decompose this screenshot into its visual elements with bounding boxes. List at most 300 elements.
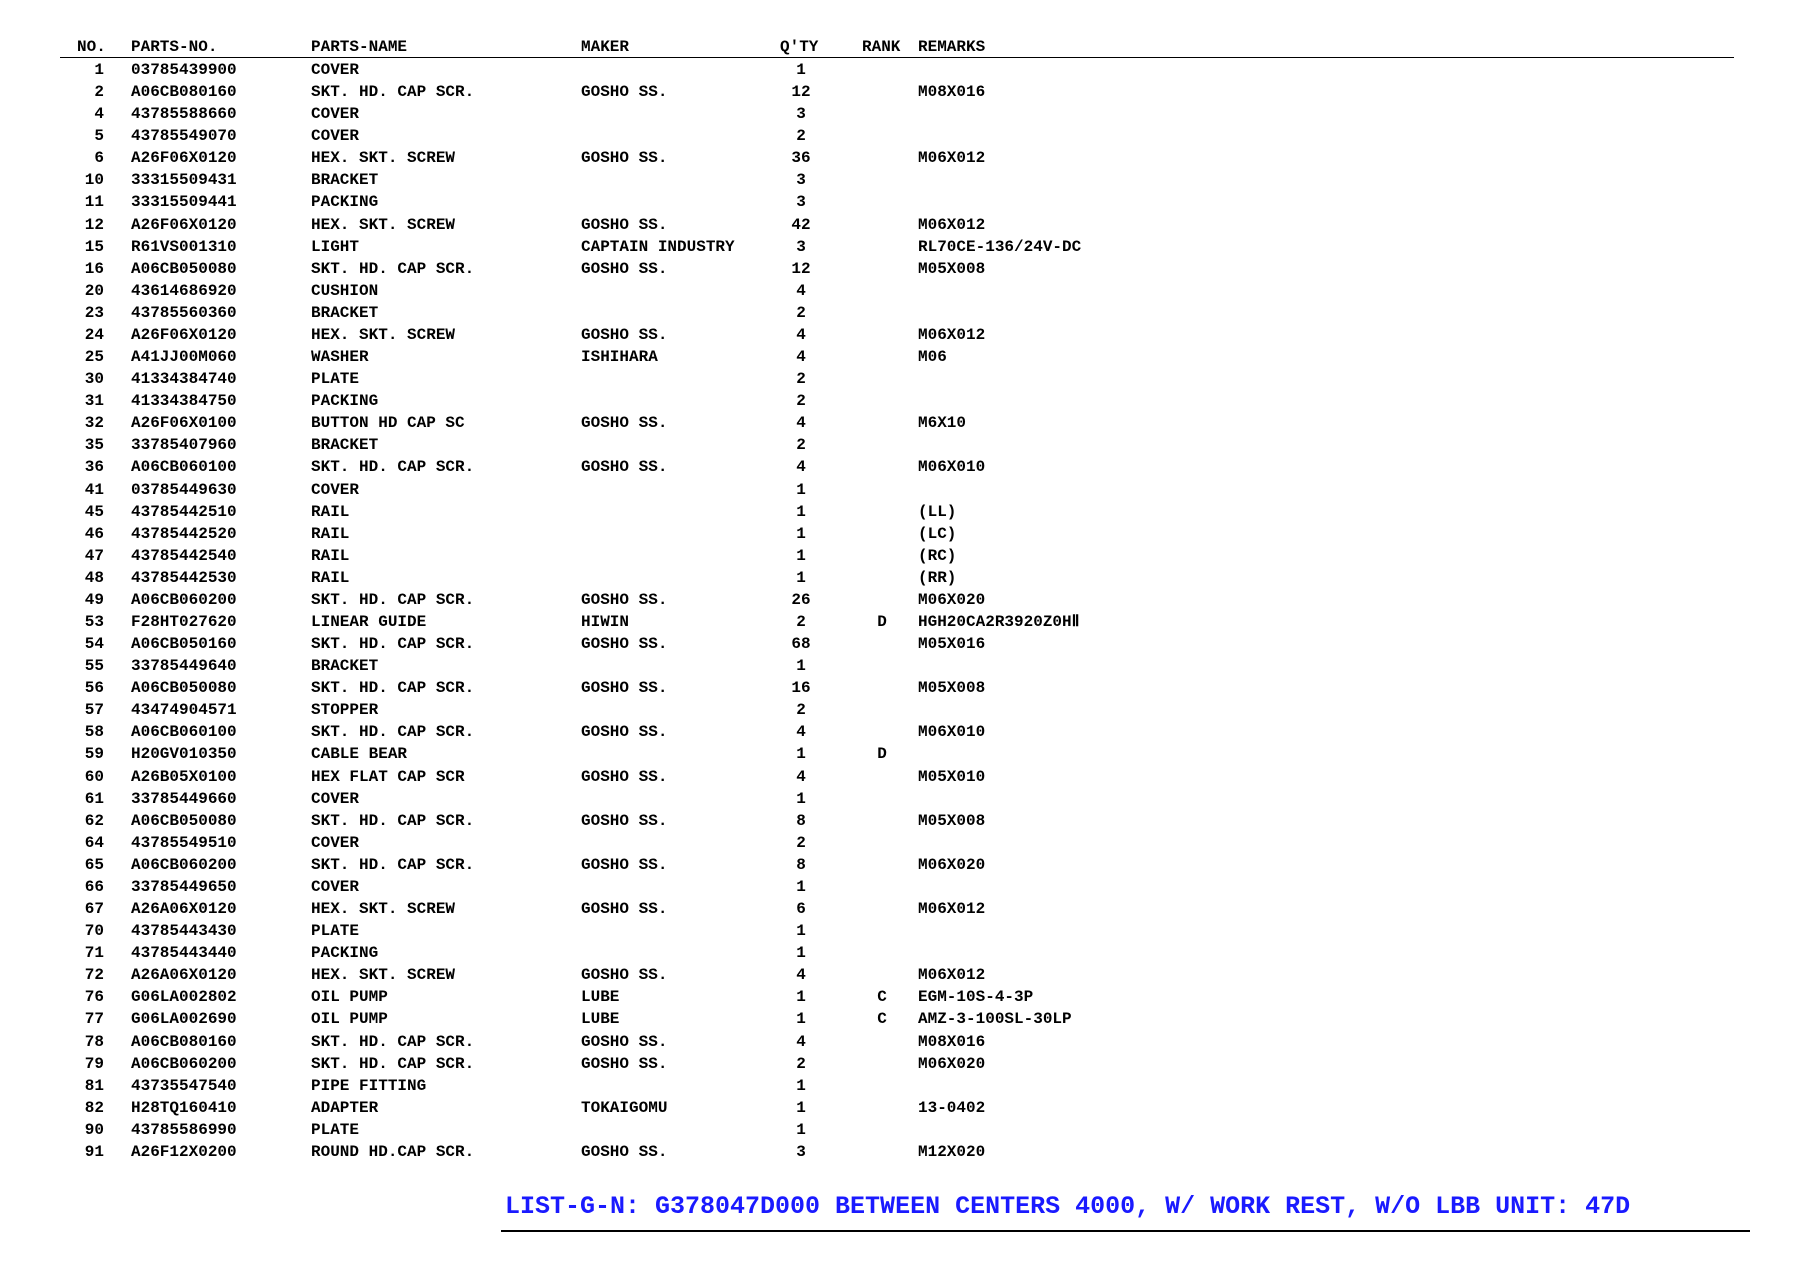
row-parts-name: SKT. HD. CAP SCR. — [311, 855, 475, 874]
table-row — [0, 964, 1800, 986]
row-qty: 3 — [796, 1142, 806, 1161]
row-no: 82 — [84, 1098, 104, 1117]
row-parts-name: COVER — [311, 480, 360, 499]
row-parts-name: LINEAR GUIDE — [311, 613, 427, 631]
row-maker: GOSHO SS. — [581, 259, 668, 278]
row-qty: 3 — [796, 105, 806, 124]
row-parts-no: A06CB050080 — [131, 259, 237, 278]
row-no: 60 — [84, 767, 104, 786]
row-qty: 3 — [796, 237, 806, 256]
row-remarks: M06X012 — [918, 215, 986, 234]
row-parts-no: 43785549070 — [131, 127, 237, 146]
row-parts-no: A06CB060200 — [131, 855, 237, 874]
row-parts-name: HEX. SKT. SCREW — [311, 215, 456, 234]
row-no: 54 — [84, 635, 104, 654]
row-parts-name: BUTTON HD CAP SC — [311, 414, 465, 433]
row-parts-no: A26F12X0200 — [131, 1142, 237, 1161]
footer-underline — [501, 1230, 1750, 1232]
row-parts-no: 43735547540 — [131, 1076, 237, 1095]
table-row — [0, 788, 1800, 810]
row-remarks: M06X012 — [918, 325, 986, 344]
row-parts-name: BRACKET — [311, 303, 379, 322]
row-parts-no: 43785443430 — [131, 922, 237, 941]
row-qty: 1 — [796, 1120, 806, 1139]
row-qty: 3 — [796, 171, 806, 190]
row-no: 67 — [84, 900, 104, 919]
row-parts-no: G06LA002802 — [131, 988, 237, 1007]
row-parts-no: R61VS001310 — [131, 237, 237, 256]
row-parts-no: A26B05X0100 — [131, 767, 237, 786]
row-remarks: M06X020 — [918, 855, 986, 874]
row-parts-name: PLATE — [311, 922, 360, 941]
row-parts-name: CUSHION — [311, 281, 379, 300]
table-row — [0, 743, 1800, 765]
row-maker: CAPTAIN INDUSTRY — [581, 237, 735, 256]
row-parts-name: HEX. SKT. SCREW — [311, 966, 456, 985]
table-row — [0, 589, 1800, 611]
header-parts-no: PARTS-NO. — [131, 38, 218, 56]
row-no: 45 — [84, 502, 104, 521]
row-qty: 4 — [796, 966, 806, 985]
row-qty: 2 — [796, 701, 806, 720]
row-parts-name: BRACKET — [311, 657, 379, 676]
row-qty: 1 — [796, 1010, 806, 1029]
row-maker: TOKAIGOMU — [581, 1098, 668, 1117]
row-parts-no: 43785442540 — [131, 546, 237, 565]
row-parts-no: A06CB060100 — [131, 723, 237, 742]
row-qty: 2 — [796, 392, 806, 411]
row-qty: 4 — [796, 723, 806, 742]
row-remarks: M06 — [918, 348, 947, 367]
row-parts-name: RAIL — [311, 546, 350, 565]
row-no: 59 — [84, 745, 104, 764]
row-parts-name: ADAPTER — [311, 1098, 379, 1117]
row-no: 31 — [84, 392, 104, 411]
row-parts-name: RAIL — [311, 502, 350, 521]
row-no: 1 — [94, 61, 104, 79]
row-rank: D — [877, 745, 887, 764]
row-rank: C — [877, 1010, 887, 1029]
row-remarks: M06X010 — [918, 723, 986, 742]
row-parts-name: PLATE — [311, 370, 360, 389]
row-parts-name: SKT. HD. CAP SCR. — [311, 458, 475, 477]
row-parts-no: A26A06X0120 — [131, 900, 237, 919]
row-parts-no: A06CB080160 — [131, 1032, 237, 1051]
row-qty: 4 — [796, 1032, 806, 1051]
row-parts-name: PLATE — [311, 1120, 360, 1139]
table-row — [0, 986, 1800, 1008]
row-no: 65 — [84, 855, 104, 874]
table-row — [0, 324, 1800, 346]
row-no: 62 — [84, 811, 104, 830]
table-row — [0, 390, 1800, 412]
row-no: 5 — [94, 127, 104, 146]
row-no: 46 — [84, 524, 104, 543]
row-parts-name: ROUND HD.CAP SCR. — [311, 1142, 475, 1161]
table-row — [0, 346, 1800, 368]
row-qty: 1 — [796, 502, 806, 521]
row-remarks: M12X020 — [918, 1142, 986, 1161]
row-parts-no: A06CB050080 — [131, 679, 237, 698]
row-no: 24 — [84, 325, 104, 344]
row-no: 78 — [84, 1032, 104, 1051]
list-title: LIST-G-N: G378047D000 BETWEEN CENTERS 4000, W/ WORK REST, W/O LBB UNIT: 47D — [505, 1192, 1631, 1221]
table-row — [0, 368, 1800, 390]
table-row — [0, 633, 1800, 655]
row-maker: GOSHO SS. — [581, 723, 668, 742]
row-maker: GOSHO SS. — [581, 1032, 668, 1051]
row-maker: GOSHO SS. — [581, 679, 668, 698]
row-remarks: M06X012 — [918, 900, 986, 919]
row-no: 47 — [84, 546, 104, 565]
row-remarks: RL70CE-136/24V-DC — [918, 237, 1082, 256]
row-remarks: M05X008 — [918, 259, 986, 278]
row-parts-no: 43785442520 — [131, 524, 237, 543]
row-parts-name: SKT. HD. CAP SCR. — [311, 723, 475, 742]
table-row — [0, 412, 1800, 434]
row-parts-name: SKT. HD. CAP SCR. — [311, 1054, 475, 1073]
row-parts-name: WASHER — [311, 348, 369, 367]
row-maker: GOSHO SS. — [581, 767, 668, 786]
row-parts-no: 03785439900 — [131, 61, 237, 79]
row-remarks: EGM-10S-4-3P — [918, 988, 1034, 1007]
row-maker: GOSHO SS. — [581, 1142, 668, 1161]
table-row — [0, 655, 1800, 677]
row-no: 71 — [84, 944, 104, 963]
row-qty: 4 — [796, 414, 806, 433]
row-qty: 1 — [796, 524, 806, 543]
row-maker: GOSHO SS. — [581, 811, 668, 830]
row-parts-name: STOPPER — [311, 701, 379, 720]
row-no: 81 — [84, 1076, 104, 1095]
row-no: 6 — [94, 149, 104, 168]
row-maker: GOSHO SS. — [581, 635, 668, 654]
row-qty: 1 — [796, 789, 806, 808]
table-row — [0, 854, 1800, 876]
row-qty: 2 — [796, 127, 806, 146]
row-no: 70 — [84, 922, 104, 941]
row-parts-no: 41334384750 — [131, 392, 237, 411]
table-row — [0, 81, 1800, 103]
row-remarks: M6X10 — [918, 414, 967, 433]
row-no: 49 — [84, 590, 104, 609]
row-parts-name: SKT. HD. CAP SCR. — [311, 83, 475, 102]
table-header — [0, 37, 1800, 57]
row-maker: GOSHO SS. — [581, 83, 668, 102]
row-qty: 1 — [796, 922, 806, 941]
table-row — [0, 1141, 1800, 1163]
row-parts-name: HEX FLAT CAP SCR — [311, 767, 465, 786]
row-maker: GOSHO SS. — [581, 149, 668, 168]
table-row — [0, 1075, 1800, 1097]
row-parts-no: 43785588660 — [131, 105, 237, 124]
row-remarks: M06X010 — [918, 458, 986, 477]
row-maker: GOSHO SS. — [581, 855, 668, 874]
table-row — [0, 214, 1800, 236]
row-parts-name: OIL PUMP — [311, 1010, 388, 1029]
row-qty: 2 — [796, 303, 806, 322]
row-no: 30 — [84, 370, 104, 389]
row-no: 76 — [84, 988, 104, 1007]
table-row — [0, 766, 1800, 788]
row-rank: C — [877, 988, 887, 1007]
row-parts-no: A06CB050160 — [131, 635, 237, 654]
header-remarks: REMARKS — [918, 38, 986, 56]
row-no: 36 — [84, 458, 104, 477]
row-remarks: M08X016 — [918, 83, 986, 102]
row-parts-no: A06CB080160 — [131, 83, 237, 102]
row-qty: 16 — [791, 679, 811, 698]
row-no: 91 — [84, 1142, 104, 1161]
row-qty: 68 — [791, 635, 811, 654]
row-remarks: HGH20CA2R3920Z0HⅡ — [918, 613, 1080, 631]
table-row — [0, 236, 1800, 258]
row-parts-no: A26F06X0100 — [131, 414, 237, 433]
row-parts-name: COVER — [311, 61, 360, 79]
row-parts-no: 41334384740 — [131, 370, 237, 389]
row-qty: 1 — [796, 877, 806, 896]
row-maker: GOSHO SS. — [581, 325, 668, 344]
row-parts-name: SKT. HD. CAP SCR. — [311, 679, 475, 698]
row-remarks: (RR) — [918, 568, 957, 587]
table-row — [0, 456, 1800, 478]
row-qty: 8 — [796, 855, 806, 874]
table-row — [0, 545, 1800, 567]
row-remarks: (RC) — [918, 546, 957, 565]
row-qty: 42 — [791, 215, 811, 234]
row-qty: 26 — [791, 590, 811, 609]
row-remarks: M05X008 — [918, 679, 986, 698]
row-parts-name: SKT. HD. CAP SCR. — [311, 811, 475, 830]
row-parts-name: COVER — [311, 789, 360, 808]
row-remarks: (LL) — [918, 502, 957, 521]
row-remarks: M06X020 — [918, 1054, 986, 1073]
row-remarks: M06X012 — [918, 149, 986, 168]
row-parts-no: 43785549510 — [131, 833, 237, 852]
row-parts-name: HEX. SKT. SCREW — [311, 149, 456, 168]
row-qty: 2 — [796, 370, 806, 389]
row-maker: LUBE — [581, 988, 620, 1007]
row-remarks: M06X012 — [918, 966, 986, 985]
row-qty: 2 — [796, 1054, 806, 1073]
row-remarks: AMZ-3-100SL-30LP — [918, 1010, 1072, 1029]
row-parts-name: BRACKET — [311, 436, 379, 455]
row-parts-name: CABLE BEAR — [311, 745, 408, 764]
row-parts-no: A06CB060200 — [131, 1054, 237, 1073]
row-maker: GOSHO SS. — [581, 900, 668, 919]
row-no: 15 — [84, 237, 104, 256]
row-parts-no: A41JJ00M060 — [131, 348, 237, 367]
row-no: 58 — [84, 723, 104, 742]
table-row — [0, 258, 1800, 280]
row-qty: 2 — [796, 436, 806, 455]
table-row — [0, 810, 1800, 832]
row-parts-name: COVER — [311, 127, 360, 146]
row-parts-name: SKT. HD. CAP SCR. — [311, 635, 475, 654]
row-no: 56 — [84, 679, 104, 698]
row-maker: LUBE — [581, 1010, 620, 1029]
row-parts-name: COVER — [311, 833, 360, 852]
row-parts-name: SKT. HD. CAP SCR. — [311, 1032, 475, 1051]
row-no: 61 — [84, 789, 104, 808]
row-parts-no: 33785449660 — [131, 789, 237, 808]
row-qty: 1 — [796, 657, 806, 676]
row-remarks: M05X008 — [918, 811, 986, 830]
header-no: NO. — [77, 38, 106, 56]
table-row — [0, 876, 1800, 898]
row-parts-no: H28TQ160410 — [131, 1098, 237, 1117]
row-no: 10 — [84, 171, 104, 190]
table-row — [0, 920, 1800, 942]
row-no: 90 — [84, 1120, 104, 1139]
row-parts-no: 43785443440 — [131, 944, 237, 963]
row-qty: 1 — [796, 568, 806, 587]
table-row — [0, 434, 1800, 456]
row-no: 2 — [94, 83, 104, 102]
row-parts-name: HEX. SKT. SCREW — [311, 900, 456, 919]
row-parts-no: A26A06X0120 — [131, 966, 237, 985]
row-parts-name: SKT. HD. CAP SCR. — [311, 259, 475, 278]
header-qty: Q'TY — [780, 38, 819, 56]
row-no: 77 — [84, 1010, 104, 1029]
row-qty: 1 — [796, 1076, 806, 1095]
row-no: 55 — [84, 657, 104, 676]
row-parts-name: BRACKET — [311, 171, 379, 190]
row-parts-name: PIPE FITTING — [311, 1076, 427, 1095]
header-parts-name: PARTS-NAME — [311, 38, 408, 56]
row-parts-no: 33315509441 — [131, 193, 237, 212]
row-parts-no: G06LA002690 — [131, 1010, 237, 1029]
row-no: 41 — [84, 480, 104, 499]
row-parts-no: A26F06X0120 — [131, 325, 237, 344]
table-row — [0, 1053, 1800, 1075]
row-qty: 12 — [791, 259, 811, 278]
row-no: 48 — [84, 568, 104, 587]
row-parts-no: 43785442530 — [131, 568, 237, 587]
row-no: 16 — [84, 259, 104, 278]
row-parts-name: PACKING — [311, 392, 379, 411]
row-parts-no: F28HT027620 — [131, 613, 237, 631]
row-qty: 2 — [796, 833, 806, 852]
row-parts-name: SKT. HD. CAP SCR. — [311, 590, 475, 609]
row-parts-name: COVER — [311, 877, 360, 896]
table-row — [0, 280, 1800, 302]
row-qty: 1 — [796, 988, 806, 1007]
row-maker: GOSHO SS. — [581, 966, 668, 985]
row-qty: 8 — [796, 811, 806, 830]
row-qty: 4 — [796, 458, 806, 477]
table-row — [0, 721, 1800, 743]
row-no: 64 — [84, 833, 104, 852]
row-qty: 4 — [796, 281, 806, 300]
row-remarks: M05X010 — [918, 767, 986, 786]
row-qty: 1 — [796, 546, 806, 565]
row-parts-name: HEX. SKT. SCREW — [311, 325, 456, 344]
row-parts-name: RAIL — [311, 524, 350, 543]
row-no: 66 — [84, 877, 104, 896]
row-qty: 4 — [796, 325, 806, 344]
row-parts-no: 03785449630 — [131, 480, 237, 499]
row-parts-no: H20GV010350 — [131, 745, 237, 764]
row-qty: 4 — [796, 348, 806, 367]
row-no: 4 — [94, 105, 104, 124]
row-parts-name: PACKING — [311, 193, 379, 212]
row-no: 23 — [84, 303, 104, 322]
row-no: 11 — [84, 193, 104, 212]
row-parts-no: 43474904571 — [131, 701, 237, 720]
row-parts-no: A06CB060200 — [131, 590, 237, 609]
row-qty: 6 — [796, 900, 806, 919]
row-no: 79 — [84, 1054, 104, 1073]
row-no: 32 — [84, 414, 104, 433]
table-row — [0, 699, 1800, 721]
table-row — [0, 479, 1800, 501]
table-row — [0, 1097, 1800, 1119]
table-row — [0, 611, 1800, 633]
row-parts-no: 43785586990 — [131, 1120, 237, 1139]
row-no: 35 — [84, 436, 104, 455]
row-no: 20 — [84, 281, 104, 300]
row-qty: 1 — [796, 944, 806, 963]
row-maker: GOSHO SS. — [581, 215, 668, 234]
row-parts-no: A06CB060100 — [131, 458, 237, 477]
row-qty: 3 — [796, 193, 806, 212]
table-row — [0, 832, 1800, 854]
row-qty: 4 — [796, 767, 806, 786]
header-rank: RANK — [862, 38, 901, 56]
row-maker: GOSHO SS. — [581, 1054, 668, 1073]
table-row — [0, 677, 1800, 699]
header-divider — [60, 57, 1734, 58]
row-maker: GOSHO SS. — [581, 414, 668, 433]
row-qty: 36 — [791, 149, 811, 168]
row-qty: 12 — [791, 83, 811, 102]
table-row — [0, 523, 1800, 545]
row-parts-no: 43614686920 — [131, 281, 237, 300]
row-rank: D — [877, 613, 887, 631]
row-parts-no: A06CB050080 — [131, 811, 237, 830]
row-remarks: 13-0402 — [918, 1098, 986, 1117]
table-row — [0, 103, 1800, 125]
table-row — [0, 169, 1800, 191]
row-maker: HIWIN — [581, 613, 630, 631]
row-parts-name: LIGHT — [311, 237, 360, 256]
row-maker: ISHIHARA — [581, 348, 658, 367]
row-parts-no: 33315509431 — [131, 171, 237, 190]
table-row — [0, 147, 1800, 169]
row-qty: 2 — [796, 613, 806, 631]
row-maker: GOSHO SS. — [581, 590, 668, 609]
row-parts-no: A26F06X0120 — [131, 149, 237, 168]
row-parts-no: 43785560360 — [131, 303, 237, 322]
table-row — [0, 1119, 1800, 1141]
table-row — [0, 567, 1800, 589]
table-row — [0, 125, 1800, 147]
row-parts-no: 33785449650 — [131, 877, 237, 896]
table-row — [0, 1031, 1800, 1053]
table-row — [0, 191, 1800, 213]
row-no: 57 — [84, 701, 104, 720]
row-qty: 1 — [796, 745, 806, 764]
row-no: 25 — [84, 348, 104, 367]
row-parts-name: PACKING — [311, 944, 379, 963]
header-maker: MAKER — [581, 38, 630, 56]
row-parts-name: RAIL — [311, 568, 350, 587]
row-remarks: (LC) — [918, 524, 957, 543]
table-row — [0, 302, 1800, 324]
row-maker: GOSHO SS. — [581, 458, 668, 477]
row-no: 12 — [84, 215, 104, 234]
